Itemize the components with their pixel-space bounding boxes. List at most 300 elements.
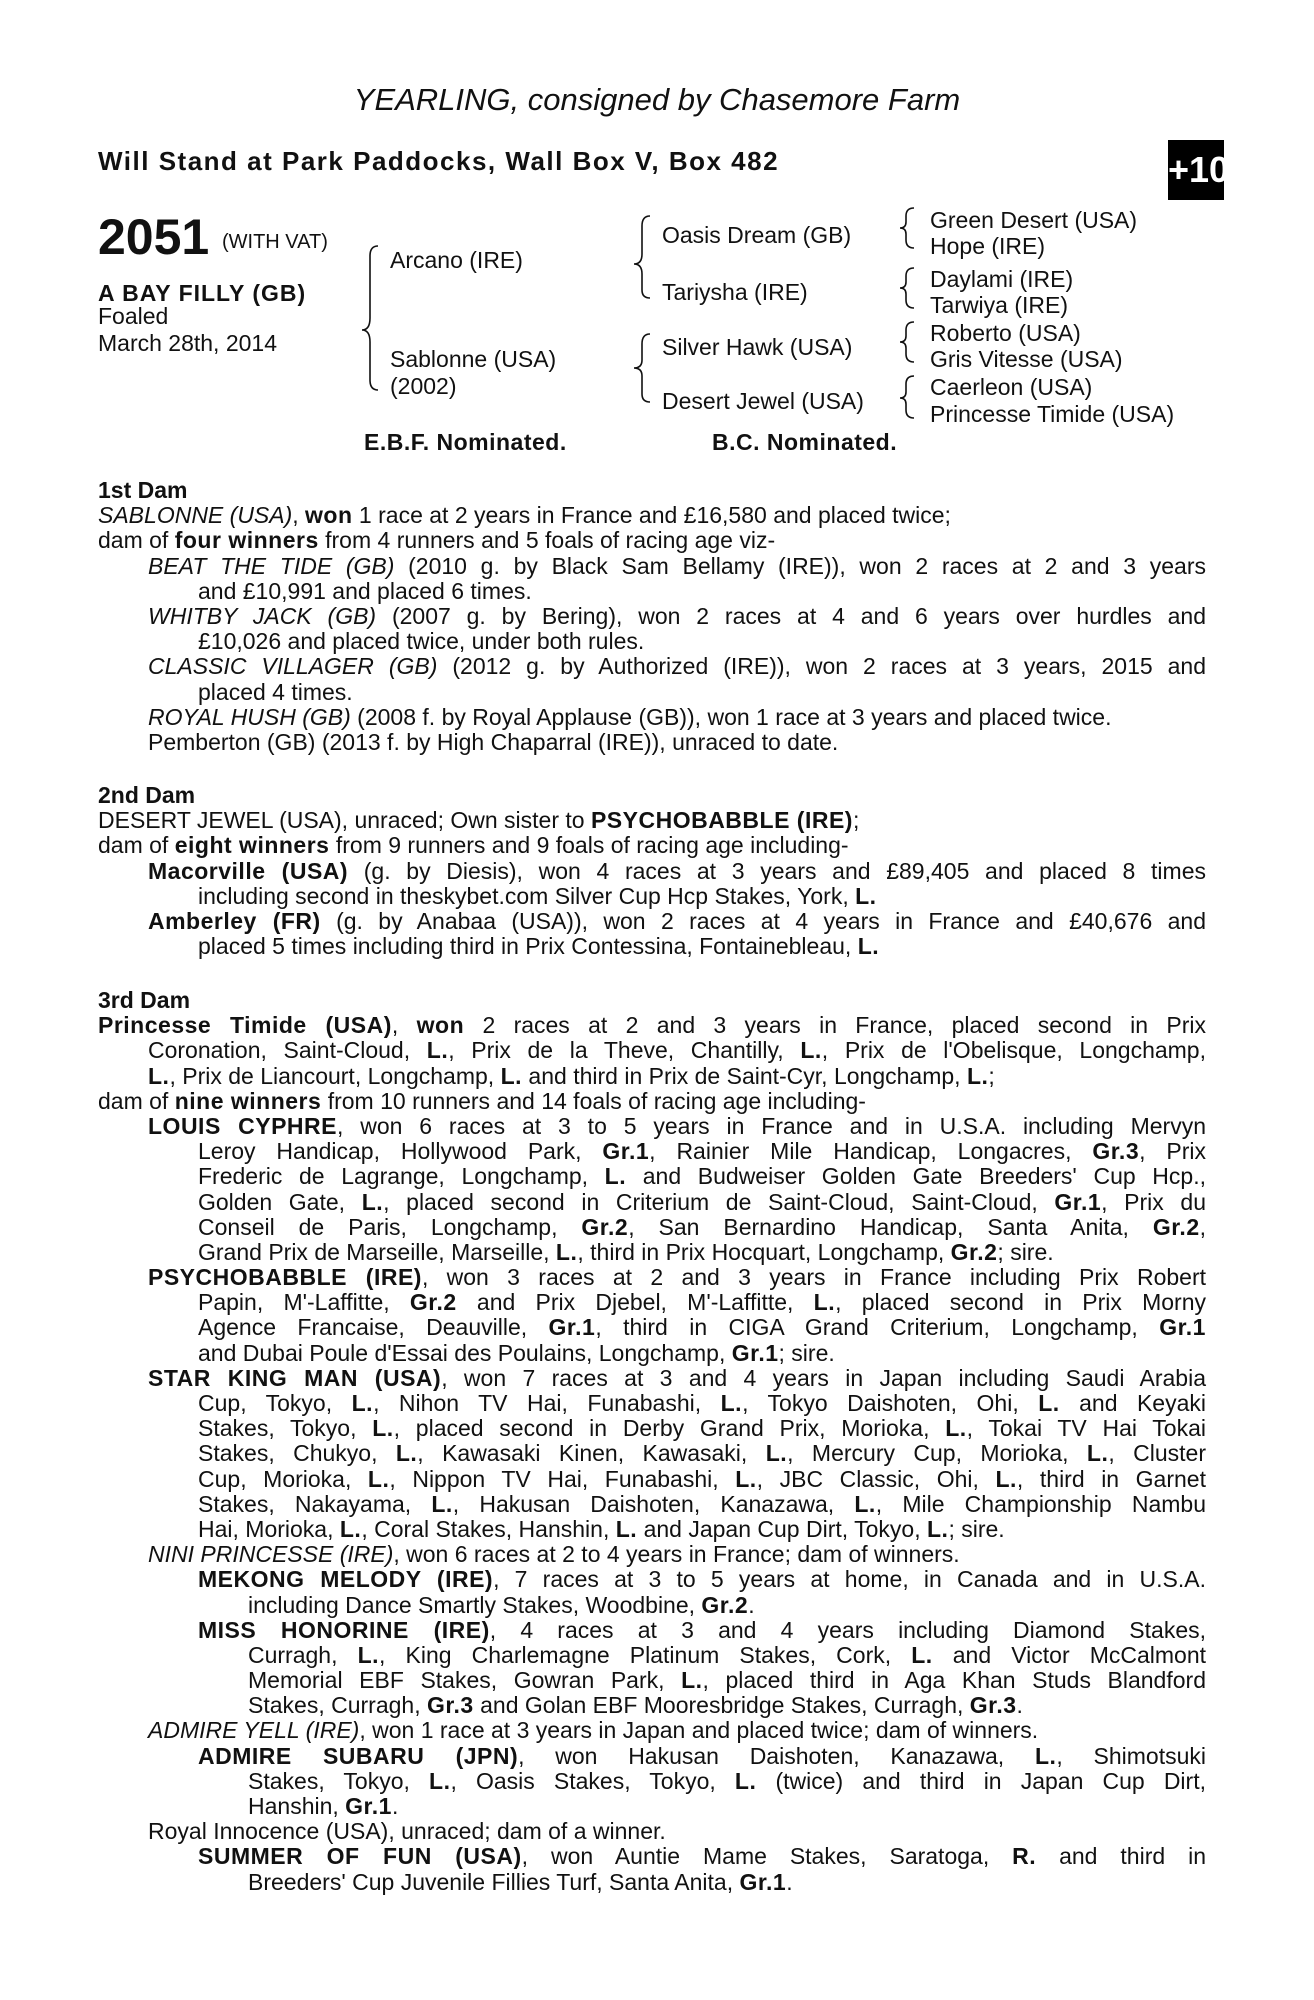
text-line	[98, 503, 1206, 528]
bold-text: L.	[926, 1515, 949, 1542]
text-run: .	[391, 1793, 399, 1819]
text-run: Cup, Morioka,	[198, 1465, 368, 1492]
text-line	[98, 680, 1206, 705]
text-line-content	[198, 1139, 1206, 1164]
text-run: (twice) and third in Japan Cup Dirt,	[756, 1767, 1206, 1794]
text-run: (2007 g. by Bering), won 2 races at 4 and 6 years over hurdles and	[376, 602, 1206, 629]
text-run: Stakes, Nakayama,	[198, 1490, 432, 1517]
second-dam-heading: 2nd Dam	[98, 782, 196, 808]
bold-text: L.	[765, 1440, 788, 1467]
bold-text: L.	[945, 1415, 967, 1442]
catalogue-header: YEARLING, consigned by Chasemore Farm	[353, 82, 961, 117]
bold-text: SUMMER OF FUN (USA)	[198, 1843, 522, 1870]
text-line	[98, 1114, 1206, 1139]
text-run: Stakes, Chukyo,	[198, 1440, 396, 1467]
text-line	[98, 859, 1206, 884]
text-run: (2008 f. by Royal Applause (GB)), won 1 race at 3 years and placed twice.	[350, 703, 1112, 730]
bold-text: L.	[995, 1465, 1017, 1492]
text-run: £10,026 and placed twice, under both rules.	[198, 628, 645, 655]
dam-year: (2002)	[390, 373, 457, 399]
text-line-content	[248, 1643, 1206, 1668]
text-line	[98, 1593, 1206, 1618]
text-run: Royal Innocence (USA), unraced; dam of a winner.	[148, 1818, 666, 1845]
text-run: from 10 runners and 14 foals of racing age including-	[321, 1087, 866, 1114]
bc-nominated: B.C. Nominated.	[712, 429, 898, 455]
text-run: , Hakusan Daishoten, Kanazawa,	[452, 1490, 855, 1517]
text-line-content	[148, 730, 838, 755]
bold-text: L.	[372, 1415, 394, 1442]
text-line-content	[248, 1593, 755, 1618]
text-run: dam of	[98, 1087, 175, 1114]
text-run: (2012 g. by Authorized (IRE)), won 2 races at 3 years, 2015 and	[437, 653, 1207, 680]
bold-text: PSYCHOBABBLE (IRE)	[148, 1264, 422, 1291]
text-run: Grand Prix de Marseille, Marseille,	[198, 1238, 556, 1265]
foaled-label: Foaled	[98, 303, 169, 329]
text-run: ;	[852, 807, 860, 834]
text-line-content	[198, 1290, 1206, 1315]
text-run: , won 3 races at 2 and 3 years in France including Prix Robert	[421, 1264, 1206, 1291]
gen3-7: Caerleon (USA)	[930, 374, 1093, 400]
text-line	[98, 1391, 1206, 1416]
italic-text: NINI PRINCESSE (IRE)	[148, 1541, 394, 1568]
text-line	[98, 579, 1206, 604]
text-line	[98, 833, 1206, 858]
text-run: and Golan EBF Mooresbridge Stakes, Curragh,	[473, 1692, 970, 1719]
foaled-date: March 28th, 2014	[98, 330, 278, 356]
bold-text: L.	[1086, 1440, 1109, 1467]
text-line	[98, 1643, 1206, 1668]
dam: Sablonne (USA)	[390, 346, 557, 372]
text-line	[98, 1038, 1206, 1063]
text-line-content	[98, 833, 849, 858]
text-line-content	[198, 1567, 1206, 1592]
text-line-content	[148, 604, 1206, 629]
text-run: and third in Prix de Saint-Cyr, Longchamp,	[522, 1062, 967, 1089]
text-run: , placed third in Aga Khan Studs Blandford	[702, 1667, 1206, 1694]
second-dam-section	[98, 783, 1206, 959]
sire-dam: Tariysha (IRE)	[662, 279, 808, 305]
bold-text: four winners	[174, 527, 319, 554]
text-run: , won Hakusan Daishoten, Kanazawa,	[518, 1742, 1035, 1769]
text-run: 2 races at 2 and 3 years in France, placed second in Prix	[464, 1012, 1207, 1039]
text-run: Breeders' Cup Juvenile Fillies Turf, Santa Anita,	[248, 1868, 740, 1895]
text-line-content	[198, 934, 879, 959]
text-line-content	[198, 629, 644, 654]
text-line-content	[198, 579, 532, 604]
text-run: Agence Francaise, Deauville,	[198, 1314, 549, 1341]
text-line	[98, 884, 1206, 909]
text-run: .	[748, 1591, 755, 1618]
text-run: (g. by Diesis), won 4 races at 3 years and £89,405 and placed 8 times	[348, 857, 1206, 884]
text-line	[98, 934, 1206, 959]
third-dam-lines	[98, 1013, 1206, 1895]
text-run: and Prix Djebel, M'-Laffitte,	[456, 1289, 814, 1316]
first-dam-lines	[98, 503, 1206, 755]
text-run: Conseil de Paris, Longchamp,	[198, 1213, 582, 1240]
bold-text: won	[305, 502, 353, 529]
italic-text: CLASSIC VILLAGER (GB)	[148, 653, 438, 680]
text-run: and Japan Cup Dirt, Tokyo,	[637, 1515, 927, 1542]
text-run: including second in theskybet.com Silver Cup Hcp Stakes, York,	[198, 882, 856, 909]
gen3-8: Princesse Timide (USA)	[930, 401, 1175, 427]
text-line-content	[148, 705, 1111, 730]
text-run: and Keyaki	[1059, 1390, 1207, 1416]
text-line-content	[98, 1089, 866, 1114]
text-run: Leroy Handicap, Hollywood Park,	[198, 1138, 603, 1165]
text-run: , placed second in Derby Grand Prix, Morioka,	[393, 1415, 946, 1442]
text-line-content	[248, 1870, 793, 1895]
bold-text: Gr.3	[1092, 1138, 1140, 1165]
bold-text: Princesse Timide (USA)	[98, 1012, 392, 1039]
text-run: , won 6 races at 3 to 5 years in France and in U.S.A. including Mervyn	[336, 1112, 1206, 1139]
text-run: , won 6 races at 2 to 4 years in France; dam of winners.	[393, 1541, 960, 1568]
text-run: Hanshin,	[248, 1793, 346, 1819]
text-run: Memorial EBF Stakes, Gowran Park,	[248, 1667, 682, 1694]
third-dam-heading: 3rd Dam	[98, 987, 191, 1013]
bold-text: MEKONG MELODY (IRE)	[198, 1566, 494, 1593]
text-line-content	[198, 680, 353, 705]
text-line	[98, 528, 1206, 553]
text-run: , JBC Classic, Ohi,	[756, 1465, 996, 1492]
text-line	[98, 1769, 1206, 1794]
text-line	[98, 604, 1206, 629]
bold-text: Gr.1	[1054, 1188, 1102, 1215]
text-line-content	[198, 1190, 1206, 1215]
second-dam-lines	[98, 808, 1206, 959]
text-line	[98, 1618, 1206, 1643]
bold-text: L.	[857, 933, 880, 960]
text-line-content	[198, 1844, 1206, 1869]
text-line	[98, 1064, 1206, 1089]
bold-text: Gr.1	[345, 1793, 392, 1819]
text-run: and Victor McCalmont	[932, 1641, 1206, 1668]
bold-text: L.	[911, 1641, 933, 1668]
bold-text: Gr.3	[969, 1692, 1017, 1719]
text-run: , Nihon TV Hai, Funabashi,	[373, 1390, 721, 1416]
text-line-content	[198, 1164, 1206, 1189]
text-line-content	[198, 1215, 1206, 1240]
text-line-content	[198, 884, 877, 909]
text-run: , Coral Stakes, Hanshin,	[361, 1515, 616, 1542]
text-run: and Budweiser Golden Gate Breeders' Cup Hcp.,	[626, 1163, 1206, 1190]
text-line	[98, 1366, 1206, 1391]
text-line	[98, 909, 1206, 934]
text-line-content	[198, 1240, 1054, 1265]
text-run: , San Bernardino Handicap, Santa Anita,	[628, 1213, 1153, 1240]
text-run: , Prix de la Theve, Chantilly,	[448, 1037, 801, 1064]
text-run: dam of	[98, 832, 175, 859]
bold-text: Gr.2	[409, 1289, 457, 1316]
text-line-content	[148, 1542, 960, 1567]
text-run: , Tokyo Daishoten, Ohi,	[742, 1390, 1039, 1416]
text-line	[98, 1744, 1206, 1769]
text-run: ; sire.	[778, 1339, 835, 1366]
vat-note: (WITH VAT)	[222, 231, 328, 253]
text-line	[98, 1190, 1206, 1215]
text-run: and £10,991 and placed 6 times.	[198, 577, 532, 604]
text-run: , 4 races at 3 and 4 years including Diamond Stakes,	[489, 1616, 1206, 1643]
gen3-1: Green Desert (USA)	[930, 207, 1138, 233]
bold-text: L.	[720, 1390, 743, 1416]
text-line-content	[198, 1391, 1206, 1416]
bold-text: L.	[148, 1062, 170, 1089]
text-line-content	[98, 1013, 1206, 1038]
text-line	[98, 1668, 1206, 1693]
text-line-content	[98, 503, 951, 528]
text-line-content	[198, 1618, 1206, 1643]
text-line	[98, 1013, 1206, 1038]
bold-text: Gr.2	[950, 1238, 998, 1265]
text-line	[98, 705, 1206, 730]
text-line	[98, 1341, 1206, 1366]
bold-text: L.	[367, 1465, 390, 1492]
text-run: , third in CIGA Grand Criterium, Longchamp,	[595, 1314, 1160, 1341]
text-line-content	[148, 1114, 1206, 1139]
text-line	[98, 1693, 1206, 1718]
bold-text: Gr.1	[548, 1314, 596, 1341]
bold-text: L.	[431, 1490, 453, 1517]
text-line-content	[198, 1341, 835, 1366]
lot-number: 2051	[98, 209, 210, 265]
bold-text: nine winners	[174, 1087, 322, 1114]
badge-text: +10	[1168, 149, 1230, 190]
text-run: Coronation, Saint-Cloud,	[148, 1037, 427, 1064]
text-line-content	[198, 1416, 1206, 1441]
text-run: including Dance Smartly Stakes, Woodbine,	[248, 1591, 702, 1618]
text-run: , Tokai TV Hai Tokai	[966, 1415, 1206, 1442]
bold-text: Gr.1	[739, 1868, 787, 1895]
text-line	[98, 1441, 1206, 1466]
text-run: Stakes, Tokyo,	[248, 1767, 430, 1794]
bold-text: Amberley (FR)	[148, 907, 321, 934]
bold-text: L.	[681, 1667, 703, 1694]
text-line	[98, 1517, 1206, 1542]
text-run: ,	[391, 1012, 417, 1039]
text-run: placed 4 times.	[198, 678, 353, 705]
text-run: 1 race at 2 years in France and £16,580 and placed twice;	[352, 502, 951, 529]
text-run: , won 7 races at 3 and 4 years in Japan including Saudi Arabia	[441, 1364, 1206, 1391]
bold-text: L.	[339, 1515, 362, 1542]
text-run: Hai, Morioka,	[198, 1515, 340, 1542]
text-run: .	[786, 1868, 793, 1895]
text-line-content	[148, 909, 1206, 934]
text-line	[98, 1567, 1206, 1592]
text-line	[98, 554, 1206, 579]
text-line-content	[248, 1693, 1023, 1718]
text-run: , third in Garnet	[1016, 1465, 1206, 1492]
bold-text: L.	[1038, 1390, 1060, 1416]
italic-text: WHITBY JACK (GB)	[148, 602, 377, 629]
text-line-content	[98, 528, 775, 553]
text-run: , won 1 race at 3 years in Japan and placed twice; dam of winners.	[359, 1717, 1039, 1744]
text-run: , Oasis Stakes, Tokyo,	[450, 1767, 735, 1794]
bold-text: Gr.2	[1152, 1213, 1200, 1240]
text-run: , Mile Championship Nambu	[875, 1490, 1206, 1517]
text-run: and third in	[1036, 1843, 1206, 1870]
gen3-2: Hope (IRE)	[930, 233, 1046, 259]
text-line-content	[198, 1517, 1005, 1542]
text-run: ; sire.	[997, 1238, 1054, 1265]
bold-text: Gr.1	[731, 1339, 779, 1366]
text-line-content	[198, 1467, 1206, 1492]
text-line	[98, 808, 1206, 833]
text-run: Frederic de Lagrange, Longchamp,	[198, 1163, 605, 1190]
text-line	[98, 1290, 1206, 1315]
sire-sire: Oasis Dream (GB)	[662, 222, 852, 248]
text-line	[98, 1718, 1206, 1743]
text-run: Curragh,	[248, 1641, 358, 1668]
text-line	[98, 1315, 1206, 1340]
text-run: , Shimotsuki	[1056, 1742, 1206, 1769]
text-run: , placed second in Prix Morny	[835, 1289, 1206, 1316]
text-line	[98, 1542, 1206, 1567]
bold-text: L.	[615, 1515, 638, 1542]
gen3-5: Roberto (USA)	[930, 320, 1081, 346]
text-line-content	[248, 1769, 1206, 1794]
text-line-content	[148, 1265, 1206, 1290]
text-run: dam of	[98, 527, 175, 554]
text-run: , third in Prix Hocquart, Longchamp,	[577, 1238, 951, 1265]
text-line	[98, 1240, 1206, 1265]
bold-text: L.	[734, 1767, 757, 1794]
dam-dam: Desert Jewel (USA)	[662, 388, 864, 414]
text-line	[98, 1089, 1206, 1114]
text-run: , Mercury Cup, Morioka,	[787, 1440, 1087, 1467]
text-line	[98, 1870, 1206, 1895]
text-run: ,	[292, 502, 306, 529]
stand-location: Will Stand at Park Paddocks, Wall Box V, Box 482	[98, 146, 780, 176]
text-line-content	[148, 1366, 1206, 1391]
bold-text: Macorville (USA)	[148, 857, 349, 884]
text-line-content	[198, 1315, 1206, 1340]
text-run: Stakes, Curragh,	[248, 1692, 427, 1719]
text-run: ;	[988, 1062, 995, 1089]
gen3-4: Tarwiya (IRE)	[930, 292, 1069, 318]
text-line	[98, 1215, 1206, 1240]
text-run: placed 5 times including third in Prix Contessina, Fontainebleau,	[198, 933, 858, 960]
bold-text: L.	[1034, 1742, 1057, 1769]
text-line	[98, 1164, 1206, 1189]
italic-text: SABLONNE (USA)	[98, 502, 293, 529]
bold-text: MISS HONORINE (IRE)	[198, 1616, 490, 1643]
text-line	[98, 1819, 1206, 1844]
first-dam-heading: 1st Dam	[98, 477, 188, 503]
bold-text: R.	[1012, 1843, 1037, 1870]
bold-text: Gr.2	[581, 1213, 629, 1240]
bold-text: L.	[800, 1037, 822, 1064]
text-line-content	[148, 859, 1206, 884]
text-line	[98, 1467, 1206, 1492]
text-run: , King Charlemagne Platinum Stakes, Cork,	[379, 1641, 912, 1668]
text-line-content	[248, 1794, 398, 1819]
bold-text: PSYCHOBABBLE (IRE)	[590, 807, 853, 834]
text-line	[98, 1844, 1206, 1869]
bold-text: L.	[854, 1490, 876, 1517]
italic-text: ADMIRE YELL (IRE)	[148, 1717, 360, 1744]
text-line	[98, 654, 1206, 679]
text-run: (g. by Anabaa (USA)), won 2 races at 4 years in France and £40,676 and	[320, 907, 1206, 934]
text-run: DESERT JEWEL (USA), unraced; Own sister to	[98, 807, 591, 834]
text-line-content	[148, 1718, 1038, 1743]
gen3-3: Daylami (IRE)	[930, 266, 1074, 292]
bold-text: Gr.1	[602, 1138, 650, 1165]
text-run: , Kawasaki Kinen, Kawasaki,	[417, 1440, 766, 1467]
bold-text: won	[416, 1012, 465, 1039]
italic-text: ROYAL HUSH (GB)	[148, 703, 351, 730]
italic-text: BEAT THE TIDE (GB)	[148, 552, 395, 579]
text-run: .	[1016, 1692, 1023, 1719]
bold-text: L.	[735, 1465, 757, 1492]
bold-text: L.	[395, 1440, 418, 1467]
bold-text: L.	[361, 1188, 384, 1215]
text-run: from 4 runners and 5 foals of racing age viz-	[318, 527, 776, 554]
text-line-content	[148, 554, 1206, 579]
text-line-content	[198, 1492, 1206, 1517]
text-run: , placed second in Criterium de Saint-Cloud, Saint-Cloud,	[383, 1188, 1055, 1215]
text-run: ,	[1199, 1213, 1207, 1240]
bold-text: ADMIRE SUBARU (JPN)	[198, 1742, 519, 1769]
text-run: Papin, M'-Laffitte,	[198, 1289, 410, 1316]
sire: Arcano (IRE)	[390, 247, 523, 273]
text-line-content	[148, 1819, 666, 1844]
text-line	[98, 629, 1206, 654]
text-run: Golden Gate,	[198, 1188, 362, 1215]
third-dam-section	[98, 988, 1206, 1895]
text-run: , Prix du	[1101, 1188, 1206, 1215]
text-line	[98, 1794, 1206, 1819]
text-line	[98, 1265, 1206, 1290]
text-run: , Rainier Mile Handicap, Longacres,	[649, 1138, 1093, 1165]
bold-text: L.	[429, 1767, 451, 1794]
bold-text: L.	[966, 1062, 989, 1089]
text-line-content	[198, 1744, 1206, 1769]
text-run: , Prix	[1139, 1138, 1207, 1165]
bold-text: L.	[604, 1163, 627, 1190]
text-run: , Cluster	[1108, 1440, 1206, 1467]
text-run: (2010 g. by Black Sam Bellamy (IRE)), won 2 races at 2 and 3 years	[394, 552, 1206, 579]
bold-text: L.	[555, 1238, 578, 1265]
text-run: , Prix de Liancourt, Longchamp,	[169, 1062, 501, 1089]
text-line-content	[148, 1038, 1206, 1063]
bold-text: Gr.2	[701, 1591, 749, 1618]
text-run: Pemberton (GB) (2013 f. by High Chaparral (IRE)), unraced to date.	[148, 728, 839, 755]
text-line-content	[98, 808, 859, 833]
text-run: and Dubai Poule d'Essai des Poulains, Longchamp,	[198, 1339, 732, 1366]
text-line-content	[148, 1064, 995, 1089]
text-line	[98, 1416, 1206, 1441]
text-line	[98, 1492, 1206, 1517]
text-run: Stakes, Tokyo,	[198, 1415, 373, 1442]
text-run: , 7 races at 3 to 5 years at home, in Canada and in U.S.A.	[493, 1566, 1206, 1593]
bold-text: STAR KING MAN (USA)	[148, 1364, 442, 1391]
text-line-content	[198, 1441, 1206, 1466]
bold-text: L.	[351, 1390, 374, 1416]
text-line	[98, 1139, 1206, 1164]
bold-text: Gr.1	[1159, 1314, 1206, 1341]
first-dam-section	[98, 478, 1206, 755]
text-line-content	[248, 1668, 1206, 1693]
bold-text: L.	[357, 1641, 380, 1668]
bold-text: Gr.3	[426, 1692, 474, 1719]
dam-sire: Silver Hawk (USA)	[662, 334, 853, 360]
bold-text: L.	[855, 882, 877, 909]
bold-text: eight winners	[174, 832, 330, 859]
text-run: , Prix de l'Obelisque, Longchamp,	[821, 1037, 1206, 1064]
bold-text: L.	[500, 1062, 523, 1089]
lot-name: A BAY FILLY (GB)	[98, 280, 307, 306]
text-run: from 9 runners and 9 foals of racing age including-	[329, 832, 849, 859]
text-run: , Nippon TV Hai, Funabashi,	[389, 1465, 736, 1492]
